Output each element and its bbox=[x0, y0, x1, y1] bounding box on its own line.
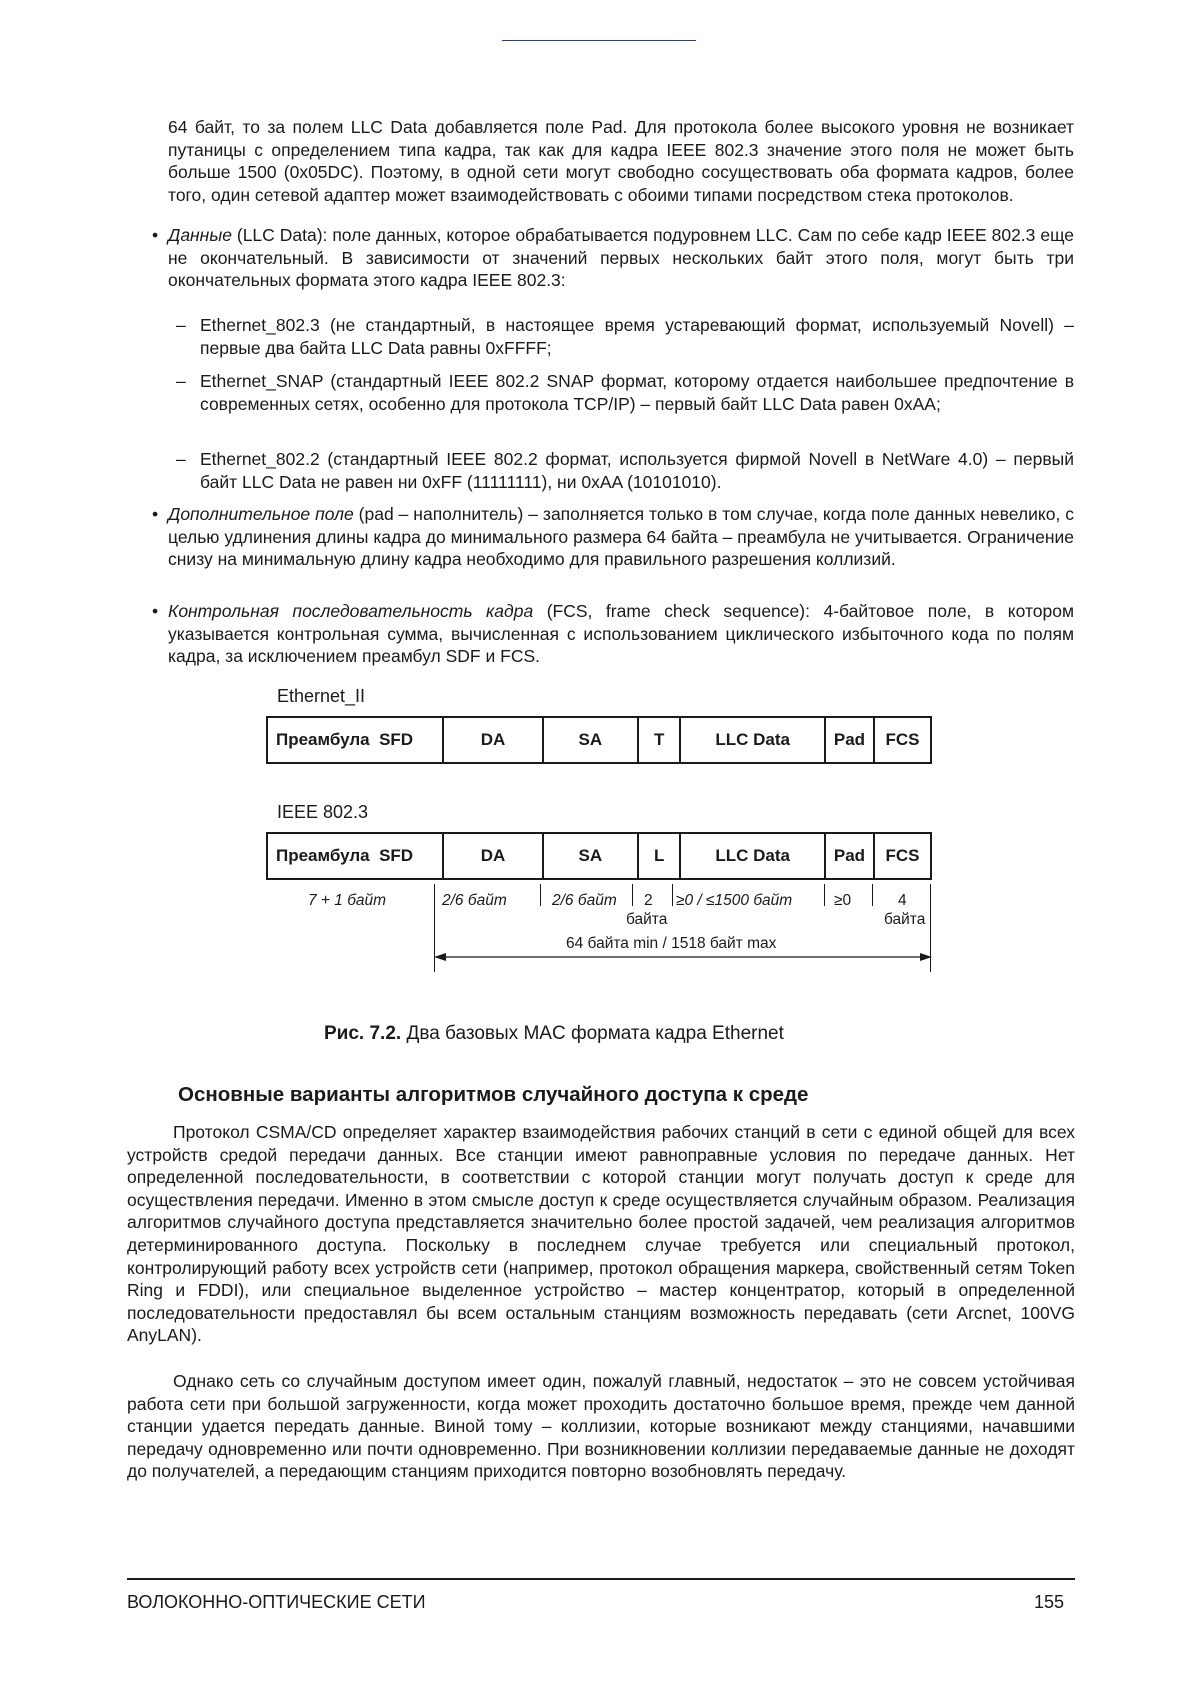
frame2-diagram bbox=[266, 832, 932, 880]
dash-marker: – bbox=[176, 315, 186, 335]
sub-item bbox=[176, 314, 1074, 359]
size-divider bbox=[632, 884, 633, 906]
sub-item bbox=[176, 370, 1074, 415]
size-da: 2/6 байт bbox=[442, 892, 507, 909]
figure-number: Рис. 7.2. bbox=[324, 1023, 402, 1044]
intro-paragraph: 64 байт, то за полем LLC Data добавляется поле Pad. Для протокола более высокого уровня не возникает путаницы с определением типа кадра, так как для кадра IEEE 802.3 значение этого поля не может быть больше 1500 (0x05DC). Поэтому, в одной сети могут свободно сосуществовать оба формата кадров, более того, один сетевой адаптер может взаимодействовать с обоими типами посредством стека протоколов. bbox=[168, 117, 1074, 205]
frame1-preamble-cell bbox=[267, 717, 443, 763]
size-pad: ≥0 bbox=[834, 892, 852, 909]
size-length-bottom: байта bbox=[626, 911, 668, 928]
field-sfd: SFD bbox=[379, 730, 414, 749]
figure-caption-text: Два базовых MAC формата кадра Ethernet bbox=[401, 1023, 784, 1044]
paragraph-2: Однако сеть со случайным доступом имеет один, пожалуй главный, недостаток – это не совсем устойчивая работа сети при большой загруженности, когда может проходить достаточно большое время, прежде чем данной станции удается передать данные. Виной тому – коллизии, которые возникают между станциями, начавшими передачу одновременно или почти одновременно. При возникновении коллизии передаваемые данные не доходят до получателей, а передающим станциям приходится повторно возобновлять передачу. bbox=[127, 1371, 1075, 1482]
footer-rule bbox=[127, 1578, 1075, 1580]
field-sfd: SFD bbox=[379, 846, 414, 865]
field-llc-data: LLC Data bbox=[680, 833, 824, 879]
size-fcs-top: 4 bbox=[898, 892, 907, 909]
range-arrow bbox=[434, 950, 932, 964]
bullet-text: (pad – наполнитель) – заполняется только в том случае, когда поле данных невелико, с целью удлинения длины кадра до минимального размера 64 байта – преамбула не учитывается. Ограничение снизу на минимальную длину кадра необходимо для правильного разрешения коллизий. bbox=[168, 504, 1075, 570]
size-fcs-bottom: байта bbox=[884, 911, 926, 928]
bullet-term: Контрольная последовательность кадра bbox=[168, 601, 534, 621]
size-preamble: 7 + 1 байт bbox=[308, 892, 387, 909]
size-divider bbox=[672, 884, 673, 906]
sub-item-text: Ethernet_802.2 (стандартный IEEE 802.2 формат, используется фирмой Novell в NetWare 4.0) – первый байт LLC Data не равен ни 0xFF (11111111), ни 0xAA (10101010). bbox=[200, 449, 1074, 492]
size-sa: 2/6 байт bbox=[552, 892, 617, 909]
size-divider bbox=[540, 884, 541, 906]
field-da: DA bbox=[443, 833, 542, 879]
bullet-term: Данные bbox=[168, 225, 232, 245]
field-sa: SA bbox=[543, 717, 638, 763]
bullet-marker: • bbox=[152, 504, 159, 524]
size-divider bbox=[824, 884, 825, 906]
paragraph-1: Протокол CSMA/CD определяет характер взаимодействия рабочих станций в сети с единой общей для всех устройств средой передачи данных. Все станции имеют равноправные условия по передаче данных. Нет определенной последовательности, в соответствии с которой станции могут получать доступ к среде для осуществления передачи. Именно в этом смысле доступ к среде осуществляется случайным образом. Реализация алгоритмов случайного доступа представляется значительно более простой задачей, чем реализация алгоритмов детерминированного доступа. Поскольку в последнем случае требуется или специальный протокол, контролирующий работу всех устройств сети (например, протокол обращения маркера, свойственный сетям Token Ring и FDDI), или специальное выделенное устройство – мастер концентратор, который в определенной последовательности предоставлял бы всем остальным станциям возможность передавать (сети Arcnet, 100VG AnyLAN). bbox=[127, 1122, 1075, 1346]
bullet-marker: • bbox=[152, 601, 159, 621]
footer-title: ВОЛОКОННО-ОПТИЧЕСКИЕ СЕТИ bbox=[127, 1592, 426, 1612]
figure-caption bbox=[324, 1023, 784, 1045]
size-data: ≥0 / ≤1500 байт bbox=[676, 892, 793, 909]
field-fcs: FCS bbox=[874, 717, 931, 763]
field-length: L bbox=[638, 833, 680, 879]
bullet-text: (FCS, frame check sequence): 4-байтовое поле, в котором указывается контрольная сумма, вычисленная с использованием циклического избыточного кода по полям кадра, за исключением преамбул SDF и FCS. bbox=[168, 601, 1074, 667]
field-da: DA bbox=[443, 717, 542, 763]
field-pad: Pad bbox=[825, 717, 874, 763]
dash-marker: – bbox=[176, 371, 186, 391]
sub-item-text: Ethernet_802.3 (не стандартный, в настоящее время устаревающий формат, используемый Novell) – первые два байта LLC Data равны 0xFFFF; bbox=[200, 315, 1074, 358]
frame1-label: Ethernet_II bbox=[277, 686, 366, 706]
bullet-item-fcs bbox=[152, 600, 1074, 668]
field-pad: Pad bbox=[825, 833, 874, 879]
field-preamble: Преамбула bbox=[276, 846, 370, 865]
field-llc-data: LLC Data bbox=[680, 717, 824, 763]
page-number: 155 bbox=[1034, 1592, 1065, 1612]
size-divider bbox=[872, 884, 873, 906]
field-type: T bbox=[638, 717, 680, 763]
bullet-term: Дополнительное поле bbox=[168, 504, 354, 524]
frame1-diagram bbox=[266, 716, 932, 764]
field-sa: SA bbox=[543, 833, 638, 879]
size-length-top: 2 bbox=[644, 892, 653, 909]
frame2-label: IEEE 802.3 bbox=[277, 802, 369, 822]
top-link-rule bbox=[502, 40, 696, 41]
section-heading: Основные варианты алгоритмов случайного доступа к среде bbox=[178, 1083, 809, 1106]
bullet-marker: • bbox=[152, 225, 159, 245]
bullet-text: (LLC Data): поле данных, которое обрабатывается подуровнем LLC. Сам по себе кадр IEEE 802.3 еще не окончательный. В зависимости от значений первых нескольких байт этого поля, могут быть три окончательных формата этого кадра IEEE 802.3: bbox=[168, 225, 1074, 291]
bullet-item-data bbox=[152, 224, 1074, 292]
bullet-item-pad bbox=[152, 503, 1074, 571]
dash-marker: – bbox=[176, 449, 186, 469]
field-fcs: FCS bbox=[874, 833, 931, 879]
frame-range-label: 64 байта min / 1518 байт max bbox=[566, 935, 777, 952]
field-preamble: Преамбула bbox=[276, 730, 370, 749]
sub-item-text: Ethernet_SNAP (стандартный IEEE 802.2 SNAP формат, которому отдается наибольшее предпочтение в современных сетях, особенно для протокола TCP/IP) – первый байт LLC Data равен 0xAA; bbox=[200, 371, 1074, 414]
frame2-preamble-cell bbox=[267, 833, 443, 879]
sub-item bbox=[176, 448, 1074, 493]
